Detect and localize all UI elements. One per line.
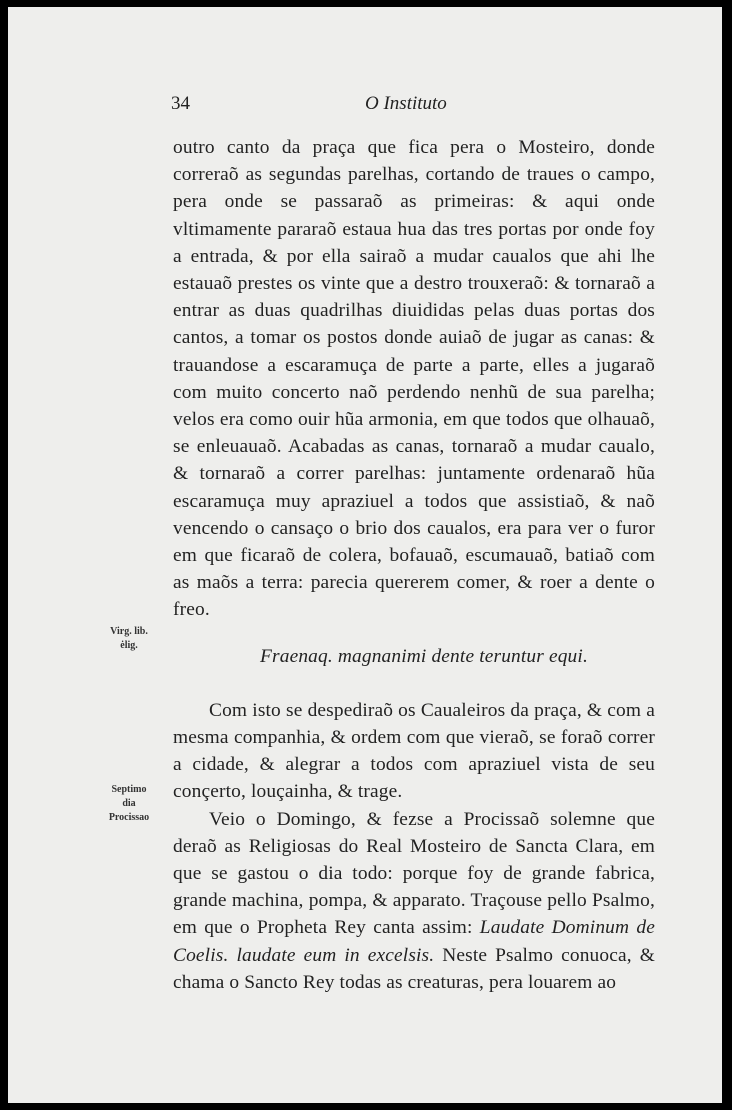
paragraph-horse-games: outro canto da praça que fica pera o Mosteiro, donde correraõ as segundas parelhas, cortando de traues o campo, pera onde se passaraõ as primeiras: & aqui onde vltimamente pararaõ estaua hua das tres portas por onde foy a entrada, & por ella sairaõ a mudar caualos que ahi lhe estauaõ prestes os vinte que a destro trouxeraõ: & tornaraõ a entrar as duas quadrilhas diuididas pelas duas portas dos cantos, a tomar os postos donde auiaõ de jugar as canas: & trauandose a escaramuça de parte a parte, elles a jugaraõ com muito concerto naõ perdendo nenhũ de sua parelha; velos era como ouir hũa armonia, em que todos que olhauaõ, se enleuauaõ. Acabadas as canas, tornaraõ a mudar caualo, & tornaraõ a correr parelhas: juntamente ordenaraõ hũa escaramuça muy apraziuel a todos que assistiaõ, & naõ vencendo o cansaço o brio dos caualos, era para ver o furor em que ficaraõ de colera, bofauaõ, escumauaõ, batiaõ com as maõs a terra: parecia quererem comer, & roer a dente o freo. <box>173 137 655 621</box>
paragraph-text: Veio o Domingo, & fezse a Procissaõ solemne que deraõ as Religiosas do Real Mosteiro de Sancta Clara, em que se gastou o dia todo: porque foy de grande fabrica, grande machina, pompa, & apparato. Traçouse pello Psalmo, em que o Propheta Rey canta assim: <box>173 808 655 939</box>
latin-quote: Fraenaq. magnanimi dente teruntur equi. <box>260 645 588 667</box>
paragraph-text: Neste Psalmo conuoca, & chama o Sancto Rey todas as creaturas, pera louarem ao <box>173 944 655 993</box>
margin-note-line: ėlig. <box>120 640 138 651</box>
paragraph-procession <box>173 806 655 996</box>
margin-note-procession <box>94 783 164 825</box>
latin-citation: Laudate Dominum de Coelis. laudate eum in excelsis. <box>173 917 655 966</box>
paragraph-departure: Com isto se despediraõ os Caualeiros da praça, & com a mesma companhia, & ordem com que vieraõ, se foraõ correr a cidade, & alegrar a todos com apraziuel vista de seu conçerto, louçainha, & trage. <box>173 699 655 803</box>
margin-note-line: Virg. lib. <box>110 626 148 637</box>
page-number: 34 <box>171 93 190 114</box>
margin-note-line: dia <box>122 798 136 809</box>
margin-note-virgil <box>94 625 164 653</box>
margin-note-line: Procissao <box>108 812 150 823</box>
page-header <box>8 93 722 123</box>
running-title: O Instituto <box>365 93 447 114</box>
book-page <box>8 7 722 1103</box>
main-text <box>173 134 655 996</box>
margin-note-line: Septimo <box>111 784 147 795</box>
